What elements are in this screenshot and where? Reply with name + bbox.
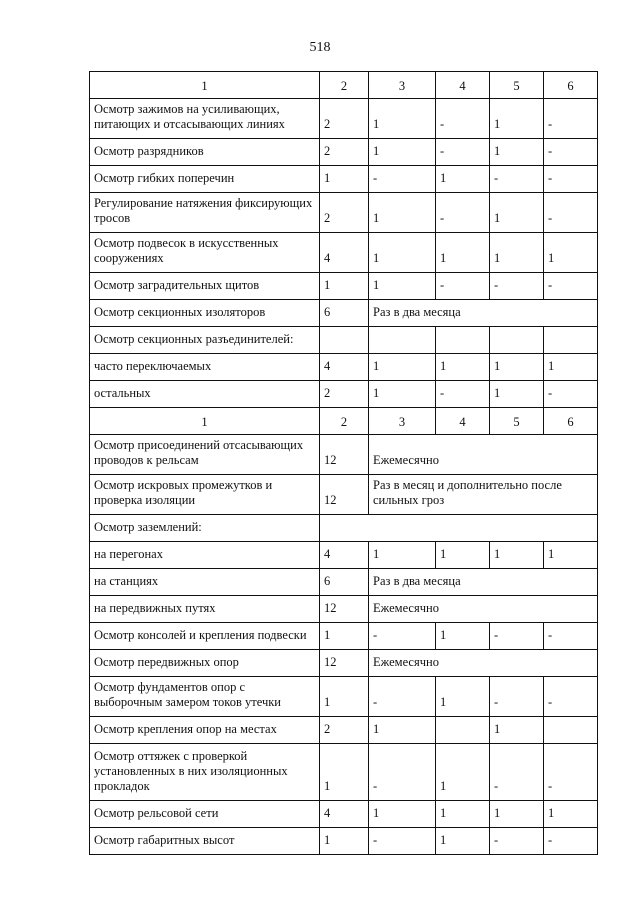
value-cell: 1 (436, 623, 490, 650)
value-cell: - (544, 381, 598, 408)
value-cell: 1 (490, 193, 544, 233)
table-row (90, 327, 598, 354)
value-cell: 1 (320, 744, 369, 801)
work-name-cell: Осмотр консолей и крепления подвески (90, 623, 320, 650)
value-cell: 1 (369, 273, 436, 300)
work-name-cell: Осмотр секционных разъединителей: (90, 327, 320, 354)
value-cell: - (436, 273, 490, 300)
work-name-cell: Осмотр заградительных щитов (90, 273, 320, 300)
value-cell: - (490, 828, 544, 855)
table-row (90, 99, 598, 139)
work-name-cell: Осмотр искровых промежутков и проверка изоляции (90, 475, 320, 515)
value-cell: 1 (436, 801, 490, 828)
value-cell: 1 (490, 99, 544, 139)
table-row (90, 569, 598, 596)
value-cell: 1 (436, 354, 490, 381)
periodicity-text-cell: Раз в месяц и дополнительно после сильных гроз (369, 475, 598, 515)
value-cell: 1 (490, 354, 544, 381)
value-cell: 2 (320, 717, 369, 744)
value-cell: 1 (490, 801, 544, 828)
table-row (90, 435, 598, 475)
inspection-schedule-table (89, 71, 598, 855)
value-cell: - (490, 744, 544, 801)
value-cell: - (544, 166, 598, 193)
value-cell: 1 (320, 677, 369, 717)
value-cell: 1 (436, 233, 490, 273)
table-row (90, 381, 598, 408)
value-cell: 1 (320, 828, 369, 855)
value-cell: 1 (436, 677, 490, 717)
value-cell: 1 (490, 381, 544, 408)
table-row (90, 744, 598, 801)
value-cell: 1 (436, 828, 490, 855)
value-cell: - (436, 99, 490, 139)
value-cell: 1 (369, 193, 436, 233)
value-cell: - (544, 677, 598, 717)
table-row (90, 139, 598, 166)
column-number-cell: 6 (544, 72, 598, 99)
work-name-cell: Осмотр фундаментов опор с выборочным замером токов утечки (90, 677, 320, 717)
column-number-cell: 5 (490, 408, 544, 435)
work-name-cell: Осмотр зажимов на усиливающих, питающих и отсасывающих линиях (90, 99, 320, 139)
column-number-row (90, 72, 598, 99)
value-cell: 1 (490, 542, 544, 569)
value-cell: 1 (544, 801, 598, 828)
periodicity-text-cell: Ежемесячно (369, 596, 598, 623)
value-cell: 1 (369, 139, 436, 166)
periodicity-text-cell: Ежемесячно (369, 650, 598, 677)
work-name-cell: Осмотр подвесок в искусственных сооружениях (90, 233, 320, 273)
table-row (90, 193, 598, 233)
value-cell: 1 (436, 744, 490, 801)
table-row (90, 233, 598, 273)
value-cell: 6 (320, 569, 369, 596)
value-cell: 1 (436, 542, 490, 569)
value-cell: - (436, 381, 490, 408)
section-heading-cell: Осмотр заземлений: (90, 515, 320, 542)
value-cell: - (544, 273, 598, 300)
value-cell: - (369, 623, 436, 650)
value-cell (490, 327, 544, 354)
value-cell: 1 (369, 233, 436, 273)
value-cell: - (369, 166, 436, 193)
work-name-cell: Осмотр оттяжек с проверкой установленных в них изоляционных прокладок (90, 744, 320, 801)
table-row (90, 623, 598, 650)
value-cell: 1 (369, 801, 436, 828)
column-number-cell: 5 (490, 72, 544, 99)
table-row (90, 273, 598, 300)
value-cell: 1 (320, 623, 369, 650)
value-cell: 1 (369, 381, 436, 408)
value-cell: 6 (320, 300, 369, 327)
table-row (90, 515, 598, 542)
table-row (90, 542, 598, 569)
value-cell (436, 327, 490, 354)
table-row (90, 300, 598, 327)
value-cell: - (544, 744, 598, 801)
column-number-row (90, 408, 598, 435)
column-number-cell: 1 (90, 72, 320, 99)
value-cell: 1 (544, 354, 598, 381)
value-cell (544, 327, 598, 354)
value-cell: 12 (320, 435, 369, 475)
work-name-cell: Осмотр разрядников (90, 139, 320, 166)
column-number-cell: 4 (436, 408, 490, 435)
value-cell: - (544, 193, 598, 233)
value-cell: 1 (369, 717, 436, 744)
value-cell: 1 (436, 166, 490, 193)
value-cell: - (436, 193, 490, 233)
work-name-cell: Осмотр рельсовой сети (90, 801, 320, 828)
value-cell: - (490, 623, 544, 650)
value-cell: 12 (320, 475, 369, 515)
work-name-cell: Осмотр секционных изоляторов (90, 300, 320, 327)
value-cell: 2 (320, 193, 369, 233)
column-number-cell: 2 (320, 72, 369, 99)
value-cell: - (369, 828, 436, 855)
value-cell: 4 (320, 354, 369, 381)
value-cell: - (490, 677, 544, 717)
work-name-cell: остальных (90, 381, 320, 408)
table-row (90, 596, 598, 623)
value-cell: 1 (369, 354, 436, 381)
page-number: 518 (309, 40, 331, 55)
value-cell: 1 (490, 139, 544, 166)
column-number-cell: 1 (90, 408, 320, 435)
column-number-cell: 3 (369, 408, 436, 435)
value-cell: 2 (320, 99, 369, 139)
value-cell: 1 (320, 273, 369, 300)
value-cell: 2 (320, 139, 369, 166)
work-name-cell: Осмотр гибких поперечин (90, 166, 320, 193)
work-name-cell: на станциях (90, 569, 320, 596)
table-row (90, 677, 598, 717)
value-cell: - (544, 828, 598, 855)
column-number-cell: 3 (369, 72, 436, 99)
work-name-cell: Осмотр передвижных опор (90, 650, 320, 677)
work-name-cell: Осмотр крепления опор на местах (90, 717, 320, 744)
value-cell: - (436, 139, 490, 166)
value-cell: 4 (320, 542, 369, 569)
periodicity-text-cell: Ежемесячно (369, 435, 598, 475)
value-cell: 1 (369, 542, 436, 569)
value-cell: 1 (544, 233, 598, 273)
value-cell: - (544, 99, 598, 139)
periodicity-text-cell: Раз в два месяца (369, 300, 598, 327)
work-name-cell: на передвижных путях (90, 596, 320, 623)
value-cell: 1 (369, 99, 436, 139)
work-name-cell: Осмотр присоединений отсасывающих проводов к рельсам (90, 435, 320, 475)
table-row (90, 828, 598, 855)
value-cell: 12 (320, 650, 369, 677)
value-cell: 1 (490, 717, 544, 744)
table-row (90, 717, 598, 744)
work-name-cell: часто переключаемых (90, 354, 320, 381)
value-cell (369, 327, 436, 354)
table-row (90, 801, 598, 828)
value-cell (544, 717, 598, 744)
periodicity-text-cell: Раз в два месяца (369, 569, 598, 596)
table-row (90, 354, 598, 381)
value-cell: - (369, 677, 436, 717)
value-cell: 4 (320, 801, 369, 828)
column-number-cell: 2 (320, 408, 369, 435)
table-row (90, 475, 598, 515)
value-cell: 1 (490, 233, 544, 273)
table-row (90, 166, 598, 193)
value-cell: 1 (544, 542, 598, 569)
value-cell: 12 (320, 596, 369, 623)
value-cell: 4 (320, 233, 369, 273)
value-cell: 1 (320, 166, 369, 193)
value-cell: - (544, 623, 598, 650)
value-cell (436, 717, 490, 744)
work-name-cell: на перегонах (90, 542, 320, 569)
empty-cell (320, 515, 598, 542)
column-number-cell: 6 (544, 408, 598, 435)
value-cell: 2 (320, 381, 369, 408)
value-cell: - (490, 273, 544, 300)
column-number-cell: 4 (436, 72, 490, 99)
value-cell (320, 327, 369, 354)
table-row (90, 650, 598, 677)
work-name-cell: Регулирование натяжения фиксирующих тросов (90, 193, 320, 233)
value-cell: - (544, 139, 598, 166)
work-name-cell: Осмотр габаритных высот (90, 828, 320, 855)
value-cell: - (490, 166, 544, 193)
value-cell: - (369, 744, 436, 801)
